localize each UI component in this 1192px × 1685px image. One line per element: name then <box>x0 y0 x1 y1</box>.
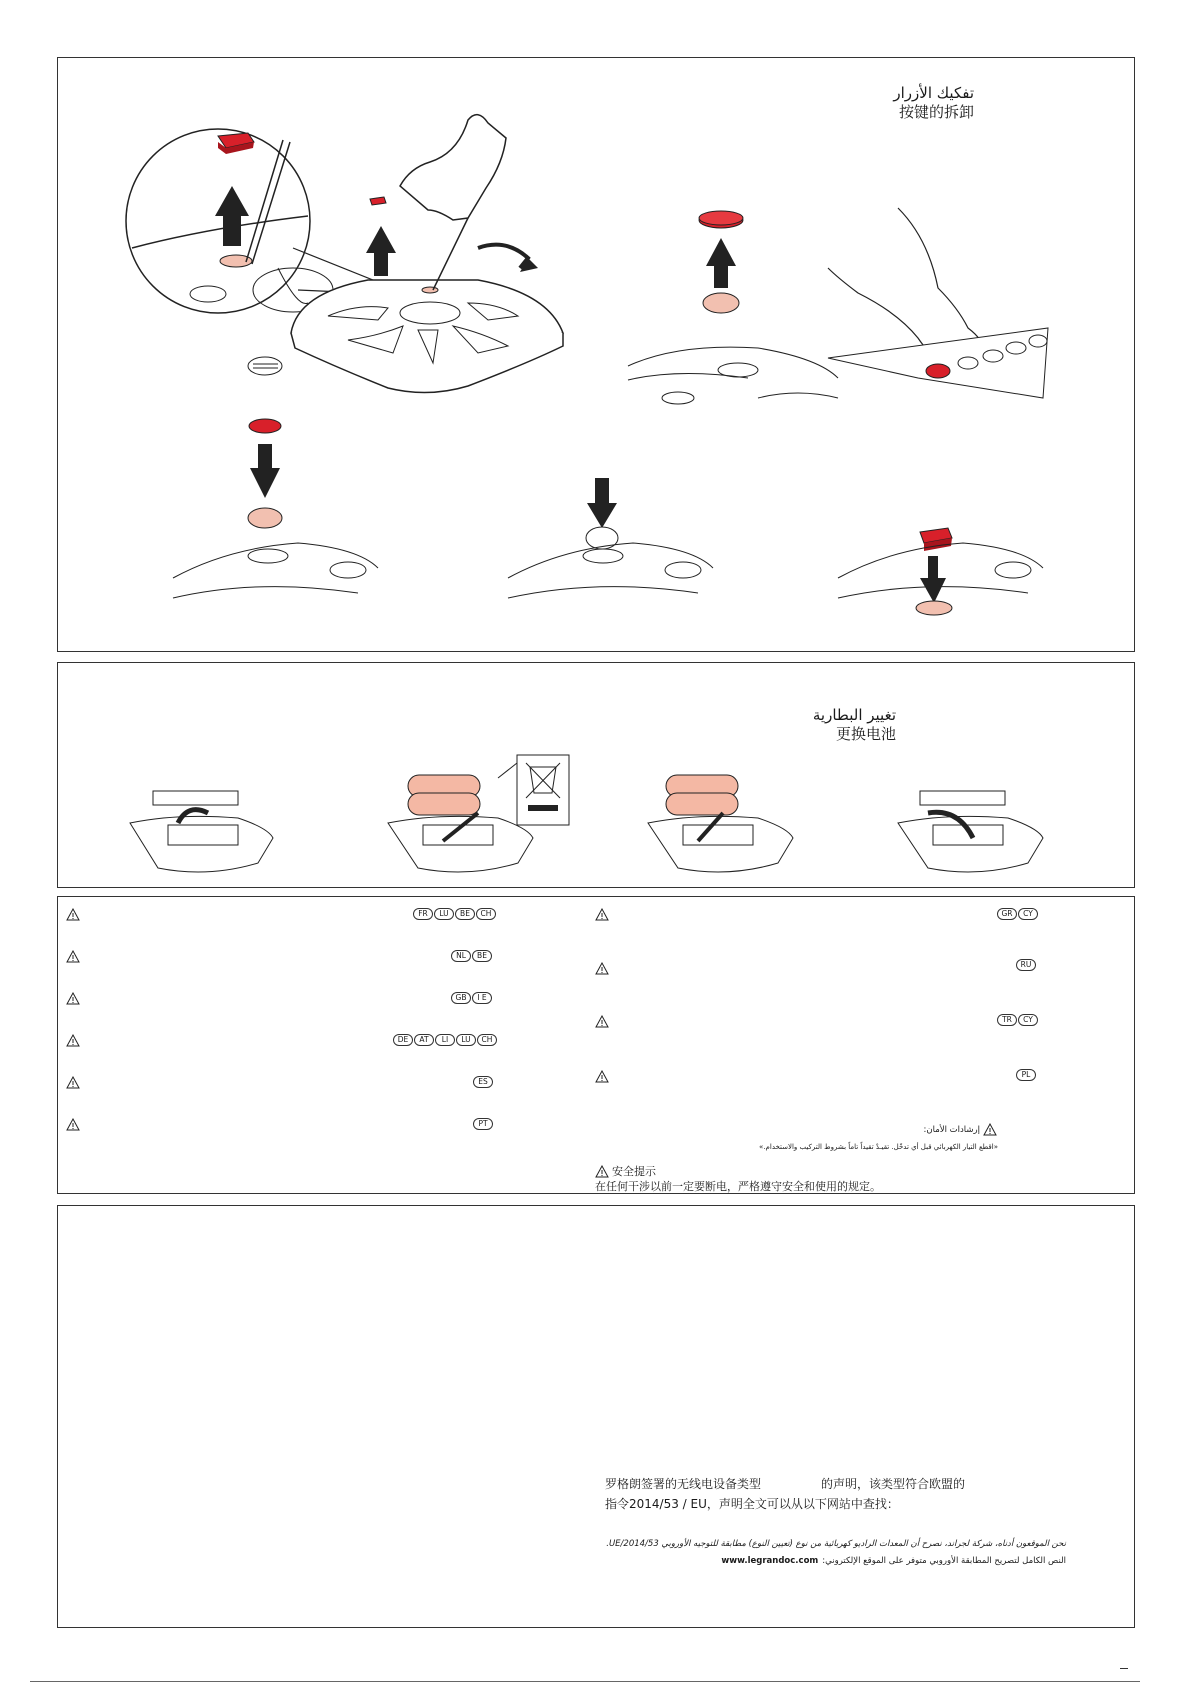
chinese-safety-text: 在任何干涉以前一定要断电，严格遵守安全和使用的规定。 <box>595 1180 881 1193</box>
chinese-declaration-line-1 <box>605 1475 965 1492</box>
country-code: LU <box>434 908 454 920</box>
page-mark <box>1120 1668 1128 1669</box>
country-code: ES <box>473 1076 493 1088</box>
crossed-out-bin-icon <box>517 755 569 825</box>
title-chinese: 按键的拆卸 <box>898 102 974 121</box>
country-code: BE <box>455 908 475 920</box>
chinese-safety-heading <box>595 1163 656 1179</box>
website-link[interactable]: www.legrandoc.com <box>721 1556 819 1566</box>
country-code: CH <box>476 908 496 920</box>
hand-placing-button-illustration <box>828 208 1048 398</box>
arabic-declaration-line-1: نحن الموقعون أدناه، شركة لجراند، نصرح أن المعدات الراديو كهربائية من نوع (تعيين النوع) مطابقة للتوجيه الأوروبي 2014/53/UE. <box>606 1539 1066 1549</box>
warning-row <box>66 1115 80 1133</box>
country-codes <box>473 1118 493 1130</box>
red-button-insert-illustration <box>173 419 378 598</box>
chinese-declaration-part-a: 罗格朗签署的无线电设备类型 <box>605 1477 762 1491</box>
warning-row <box>66 1031 80 1049</box>
country-code: LI <box>435 1034 455 1046</box>
white-button-insert-illustration <box>508 478 713 598</box>
country-codes <box>451 950 492 962</box>
country-code: CY <box>1018 908 1038 920</box>
declaration-panel <box>57 1205 1135 1628</box>
insert-batteries-illustration <box>648 775 793 872</box>
chinese-declaration-part-b: 的声明，该类型符合欧盟的 <box>821 1477 966 1491</box>
warning-triangle-icon <box>66 1034 80 1047</box>
arabic-safety-heading-text: إرشادات الأمان: <box>923 1124 980 1135</box>
button-lifted-illustration <box>628 211 838 404</box>
button-press-in-illustration <box>838 528 1043 615</box>
warning-triangle-icon <box>66 992 80 1005</box>
warning-triangle-icon <box>66 908 80 921</box>
country-code: AT <box>414 1034 434 1046</box>
safety-warnings-panel <box>57 896 1135 1194</box>
warning-triangle-icon <box>66 1118 80 1131</box>
warning-row <box>66 905 80 923</box>
country-codes <box>451 992 492 1004</box>
country-code: PT <box>473 1118 493 1130</box>
remote-with-screwdriver-illustration <box>291 115 563 393</box>
country-code: RU <box>1016 959 1036 971</box>
grey-button-illustration <box>248 357 282 375</box>
country-code: I E <box>472 992 492 1004</box>
warning-triangle-icon <box>66 950 80 963</box>
title-chinese: 更换电池 <box>835 724 896 743</box>
arabic-declaration-text: النص الكامل لتصريح المطابقة الأوروبي متوفر على الموقع الإلكتروني: <box>822 1556 1066 1566</box>
arabic-safety-text: «اقطع التيار الكهربائي قبل أي تدخّل. تقيـدْ تقيداً تاماً بشروط التركيب والاستخدام.» <box>759 1143 998 1151</box>
bottom-rule <box>30 1681 1140 1682</box>
zoom-detail-illustration <box>126 129 333 313</box>
remove-batteries-illustration <box>388 755 569 872</box>
button-removal-panel <box>57 57 1135 652</box>
warning-triangle-icon <box>595 962 609 975</box>
country-codes <box>473 1076 493 1088</box>
country-code: NL <box>451 950 471 962</box>
warning-triangle-icon <box>595 1165 609 1178</box>
country-code: CH <box>477 1034 497 1046</box>
country-code: BE <box>472 950 492 962</box>
close-cover-illustration <box>898 791 1043 872</box>
open-cover-illustration <box>130 791 273 872</box>
country-codes <box>997 908 1038 920</box>
title-arabic: تفكيك الأزرار <box>893 84 974 102</box>
country-codes <box>393 1034 497 1046</box>
chinese-safety-heading-text: 安全提示 <box>612 1165 656 1178</box>
chinese-declaration-line-2: 指令2014/53 / EU，声明全文可以从以下网站中查找： <box>605 1497 899 1511</box>
country-code: CY <box>1018 1014 1038 1026</box>
warning-row <box>595 1067 609 1085</box>
country-code: DE <box>393 1034 413 1046</box>
warning-triangle-icon <box>595 908 609 921</box>
warning-row <box>595 1012 609 1030</box>
warning-row <box>66 947 80 965</box>
warning-row <box>595 905 609 923</box>
country-codes <box>1016 959 1036 971</box>
arabic-safety-heading <box>924 1123 998 1136</box>
country-code: LU <box>456 1034 476 1046</box>
warning-triangle-icon <box>595 1015 609 1028</box>
country-code: FR <box>413 908 433 920</box>
button-removal-illustrations <box>58 58 1136 653</box>
country-codes <box>997 1014 1038 1026</box>
warning-row <box>595 959 609 977</box>
country-code: TR <box>997 1014 1017 1026</box>
country-code: GB <box>451 992 471 1004</box>
title-arabic: تغيير البطارية <box>812 706 896 724</box>
warning-triangle-icon <box>595 1070 609 1083</box>
warning-row <box>66 1073 80 1091</box>
battery-change-panel <box>57 662 1135 888</box>
country-codes <box>413 908 496 920</box>
warning-triangle-icon <box>66 1076 80 1089</box>
warning-row <box>66 989 80 1007</box>
country-codes <box>1016 1069 1036 1081</box>
arabic-declaration-line-2 <box>721 1556 1066 1566</box>
warning-triangle-icon <box>983 1123 997 1136</box>
country-code: PL <box>1016 1069 1036 1081</box>
country-code: GR <box>997 908 1017 920</box>
battery-change-illustrations <box>58 663 1136 889</box>
